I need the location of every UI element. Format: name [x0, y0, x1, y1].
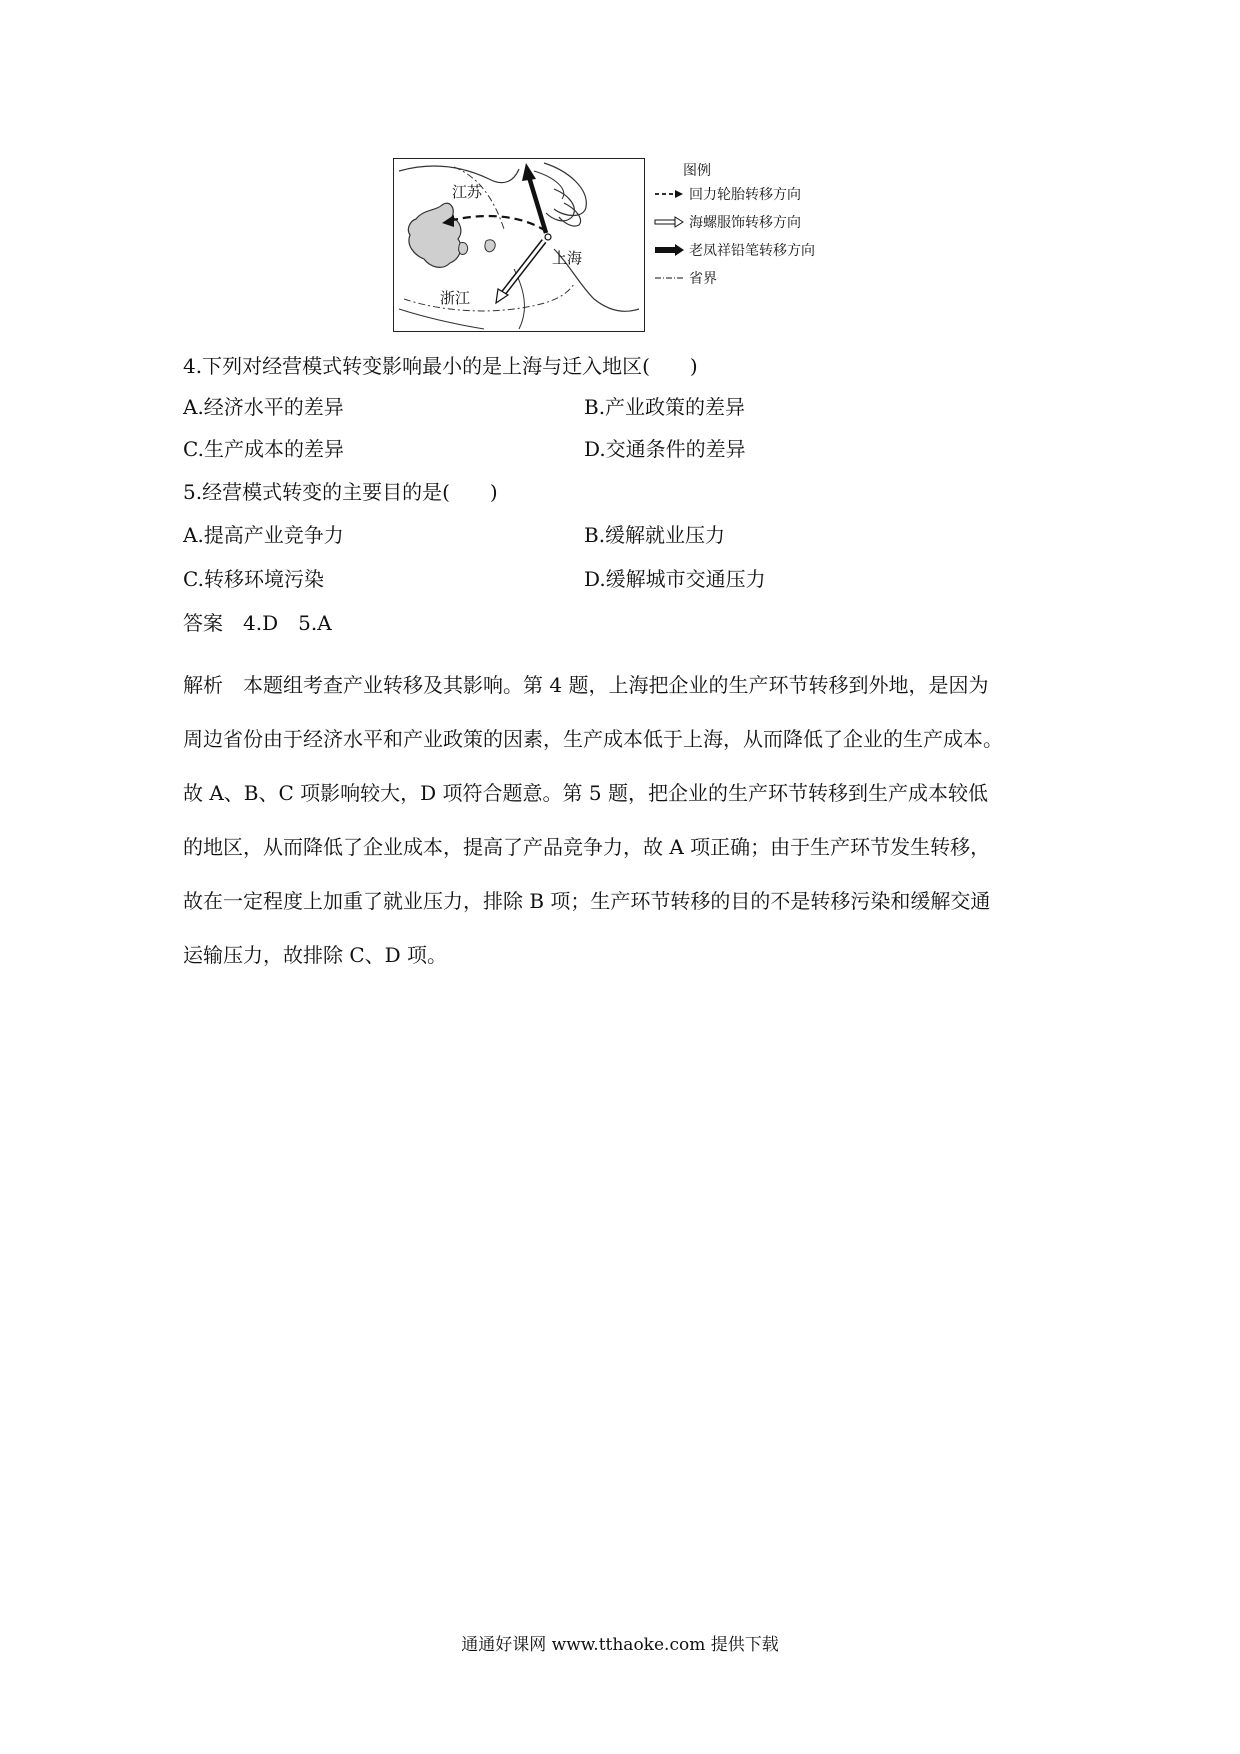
page-footer: 通通好课网 www.tthaoke.com 提供下载: [461, 1635, 779, 1655]
map-label-zhejiang: 浙江: [440, 289, 471, 307]
question-4-stem: 4.下列对经营模式转变影响最小的是上海与迁入地区( ): [183, 354, 698, 378]
bold-arrow-icon: [653, 243, 685, 257]
dash-dot-line-icon: [653, 271, 685, 285]
legend-label: 老凤祥铅笔转移方向: [689, 243, 815, 259]
analysis-line: 周边省份由于经济水平和产业政策的因素，生产成本低于上海，从而降低了企业的生产成本。: [183, 727, 1003, 751]
analysis-line: 的地区，从而降低了企业成本，提高了产品竞争力，故 A 项正确；由于生产环节发生转移，: [183, 835, 991, 859]
map-figure: [393, 154, 858, 332]
question-5-option-c: C.转移环境污染: [183, 567, 324, 591]
map-label-jiangsu: 江苏: [452, 183, 483, 201]
legend-label: 回力轮胎转移方向: [689, 187, 801, 203]
map-label-shanghai: 上海: [552, 249, 583, 267]
question-5-option-a: A.提高产业竞争力: [183, 523, 344, 547]
legend-item-dashed: [653, 184, 858, 204]
hollow-arrow-icon: [653, 215, 685, 229]
legend-item-hollow: [653, 212, 858, 232]
analysis-line: 运输压力，故排除 C、D 项。: [183, 943, 448, 967]
answer-line: 答案 4.D 5.A: [183, 611, 332, 635]
map-drawing: [394, 159, 644, 331]
legend-label: 省界: [689, 271, 717, 287]
legend-title: 图例: [683, 163, 711, 179]
question-4-option-c: C.生产成本的差异: [183, 437, 344, 461]
legend-item-boundary: [653, 268, 858, 288]
question-5-stem: 5.经营模式转变的主要目的是( ): [183, 480, 498, 504]
legend-item-bold: [653, 240, 858, 260]
question-4-option-a: A.经济水平的差异: [183, 395, 344, 419]
question-4-option-d: D.交通条件的差异: [584, 437, 746, 461]
analysis-line: 解析 本题组考查产业转移及其影响。第 4 题，上海把企业的生产环节转移到外地，是因为: [183, 673, 989, 697]
dashed-arrow-icon: [653, 187, 685, 201]
legend-label: 海螺服饰转移方向: [689, 215, 801, 231]
question-5-option-b: B.缓解就业压力: [584, 523, 726, 547]
map: [393, 158, 645, 332]
question-5-option-d: D.缓解城市交通压力: [584, 567, 766, 591]
analysis-line: 故 A、B、C 项影响较大，D 项符合题意。第 5 题，把企业的生产环节转移到生产成本较低: [183, 781, 988, 805]
analysis-line: 故在一定程度上加重了就业压力，排除 B 项；生产环节转移的目的不是转移污染和缓解交通: [183, 889, 991, 913]
question-4-option-b: B.产业政策的差异: [584, 395, 746, 419]
analysis-paragraph: [183, 658, 1068, 982]
